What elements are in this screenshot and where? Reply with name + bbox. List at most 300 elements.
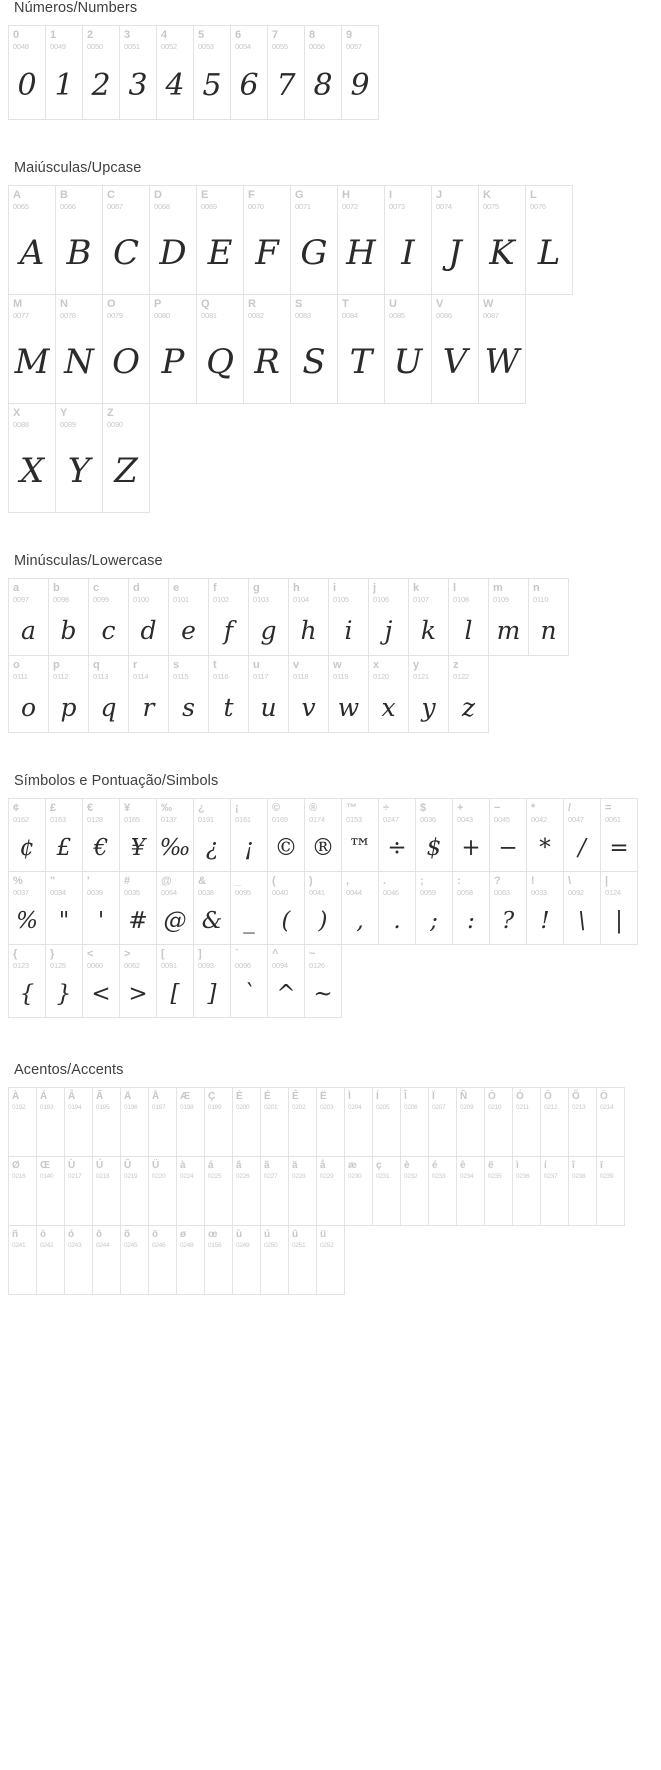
glyph-character: ü [320,1229,327,1240]
glyph-cell[interactable] [55,294,103,404]
glyph-cell[interactable] [384,294,432,404]
glyph-sample: £ [56,835,72,861]
glyph-cell[interactable] [328,578,369,656]
glyph-code: 0057 [346,42,362,51]
glyph-cell[interactable] [64,1087,93,1157]
glyph-character: R [248,298,256,310]
glyph-character: Ú [96,1160,104,1171]
glyph-cell[interactable] [48,655,89,733]
glyph-cell[interactable] [148,1156,177,1226]
glyph-sample: 3 [128,68,148,103]
glyph-code: 0098 [53,595,69,604]
glyph-cell[interactable] [540,1087,569,1157]
glyph-cell[interactable] [563,871,601,945]
glyph-cell[interactable] [512,1156,541,1226]
glyph-character: Z [107,407,114,419]
glyph-cell[interactable] [120,1225,149,1295]
glyph-cell[interactable] [82,944,120,1018]
glyph-character: ï [600,1160,603,1171]
glyph-cell[interactable] [92,1156,121,1226]
glyph-character: Ê [292,1091,299,1102]
glyph-cell[interactable] [525,185,573,295]
section-title-upcase: Maiúsculas/Upcase [14,160,142,176]
glyph-cell[interactable] [337,185,385,295]
glyph-sample: b [60,615,77,645]
glyph-character: I [389,189,393,201]
glyph-cell[interactable] [456,1156,485,1226]
glyph-cell[interactable] [489,871,527,945]
glyph-cell[interactable] [384,185,432,295]
glyph-cell[interactable] [488,578,529,656]
glyph-cell[interactable] [156,944,194,1018]
glyph-sample: E [207,233,233,273]
glyph-character: + [457,802,464,814]
glyph-cell[interactable] [156,25,194,120]
glyph-cell[interactable] [148,1087,177,1157]
glyph-sample: B [66,233,92,273]
glyph-code: 0071 [295,202,311,211]
glyph-cell[interactable] [267,944,305,1018]
glyph-cell[interactable] [448,655,489,733]
glyph-sample: r [142,692,155,722]
glyph-cell[interactable] [36,1156,65,1226]
glyph-code: 0217 [68,1173,82,1180]
glyph-code: 0225 [208,1173,222,1180]
glyph-sample: k [420,615,437,645]
glyph-code: 0207 [432,1104,446,1111]
glyph-sample: R [254,342,280,382]
glyph-cell[interactable] [36,1225,65,1295]
glyph-sample: ) [318,908,328,934]
glyph-cell[interactable] [316,1225,345,1295]
glyph-cell[interactable] [119,944,157,1018]
glyph-cell[interactable] [193,944,231,1018]
glyph-cell[interactable] [176,1156,205,1226]
glyph-grid-accents [0,1088,661,1295]
glyph-character: í [544,1160,547,1171]
glyph-character: J [436,189,443,201]
glyph-cell[interactable] [8,1225,37,1295]
glyph-character: Ã [96,1091,104,1102]
glyph-cell[interactable] [341,25,379,120]
glyph-cell[interactable] [64,1156,93,1226]
glyph-character: s [173,659,180,671]
glyph-character: D [154,189,162,201]
glyph-cell[interactable] [528,578,569,656]
glyph-character: æ [348,1160,357,1171]
glyph-cell[interactable] [372,1087,401,1157]
glyph-character: p [53,659,60,671]
glyph-cell[interactable] [341,798,379,872]
glyph-cell[interactable] [540,1156,569,1226]
glyph-cell[interactable] [120,1156,149,1226]
glyph-sample: ] [207,981,217,1007]
glyph-cell[interactable] [456,1087,485,1157]
glyph-cell[interactable] [176,1087,205,1157]
glyph-code: 0233 [432,1173,446,1180]
glyph-cell[interactable] [45,871,83,945]
glyph-character: c [93,582,100,594]
glyph-code: 0201 [264,1104,278,1111]
glyph-character: Ø [12,1160,20,1171]
glyph-cell[interactable] [8,403,56,513]
glyph-cell[interactable] [36,1087,65,1157]
glyph-sample: { [19,981,35,1007]
glyph-code: 0153 [346,815,362,824]
glyph-cell[interactable] [267,25,305,120]
glyph-cell[interactable] [304,871,342,945]
glyph-cell[interactable] [120,1087,149,1157]
glyph-sample: \ [578,908,586,934]
glyph-cell[interactable] [148,1225,177,1295]
glyph-cell[interactable] [452,871,490,945]
glyph-cell[interactable] [232,1225,261,1295]
glyph-cell[interactable] [316,1156,345,1226]
glyph-cell[interactable] [88,578,129,656]
glyph-character: œ [208,1229,218,1240]
glyph-character: e [173,582,180,594]
glyph-sample: 0 [17,68,37,103]
glyph-row [9,1226,345,1295]
glyph-code: 0111 [13,672,28,681]
glyph-sample: g [260,615,277,645]
glyph-code: 0066 [60,202,76,211]
glyph-character: Á [40,1091,48,1102]
glyph-sample: m [496,615,521,645]
glyph-cell[interactable] [484,1156,513,1226]
glyph-sample: 8 [313,68,333,103]
glyph-cell[interactable] [156,871,194,945]
glyph-code: 0088 [13,420,29,429]
glyph-cell[interactable] [260,1156,289,1226]
glyph-cell[interactable] [428,1087,457,1157]
glyph-character: 3 [124,29,131,41]
section-title-symbols: Símbolos e Pontuação/Simbols [14,773,219,789]
glyph-cell[interactable] [428,1156,457,1226]
glyph-cell[interactable] [448,578,489,656]
glyph-cell[interactable] [196,185,244,295]
glyph-cell[interactable] [489,798,527,872]
glyph-code: 0205 [376,1104,390,1111]
glyph-character: [ [161,948,165,960]
glyph-character: å [320,1160,326,1171]
glyph-character: 9 [346,29,353,41]
section-title-accents: Acentos/Accents [14,1062,124,1078]
glyph-character: z [453,659,459,671]
glyph-character: n [533,582,540,594]
glyph-cell[interactable] [600,798,638,872]
glyph-code: 0033 [531,888,547,897]
glyph-cell[interactable] [128,655,169,733]
glyph-character: ] [198,948,202,960]
glyph-cell[interactable] [512,1087,541,1157]
glyph-cell[interactable] [193,25,231,120]
glyph-code: 0068 [154,202,170,211]
glyph-cell[interactable] [290,294,338,404]
glyph-cell[interactable] [8,1087,37,1157]
glyph-character: Q [201,298,210,310]
glyph-code: 0059 [420,888,436,897]
glyph-sample: 9 [350,68,370,103]
glyph-cell[interactable] [102,294,150,404]
glyph-cell[interactable] [431,185,479,295]
glyph-code: 0244 [96,1242,110,1249]
glyph-character: @ [161,875,172,887]
glyph-sample: T [349,342,373,382]
glyph-cell[interactable] [230,25,268,120]
glyph-code: 0087 [483,311,499,320]
glyph-code: 0231 [376,1173,390,1180]
glyph-cell[interactable] [230,871,268,945]
glyph-character: Å [152,1091,160,1102]
glyph-character: Œ [40,1160,50,1171]
glyph-cell[interactable] [337,294,385,404]
glyph-character: î [572,1160,575,1171]
glyph-cell[interactable] [260,1225,289,1295]
glyph-character: ! [531,875,535,887]
glyph-cell[interactable] [304,25,342,120]
glyph-cell[interactable] [119,25,157,120]
glyph-cell[interactable] [82,871,120,945]
glyph-code: 0051 [124,42,140,51]
glyph-row [9,945,342,1018]
glyph-cell[interactable] [267,871,305,945]
glyph-code: 0062 [124,961,140,970]
glyph-cell[interactable] [230,944,268,1018]
glyph-cell[interactable] [176,1225,205,1295]
glyph-cell[interactable] [484,1087,513,1157]
glyph-cell[interactable] [568,1087,597,1157]
glyph-character: V [436,298,444,310]
glyph-code: 0106 [373,595,389,604]
glyph-cell[interactable] [193,798,231,872]
glyph-cell[interactable] [204,1156,233,1226]
glyph-sample: H [346,233,376,273]
glyph-cell[interactable] [288,1087,317,1157]
glyph-character: $ [420,802,427,814]
glyph-code: 0083 [295,311,311,320]
glyph-cell[interactable] [304,944,342,1018]
glyph-cell[interactable] [8,578,49,656]
glyph-character: F [248,189,255,201]
glyph-cell[interactable] [48,578,89,656]
glyph-sample: ! [540,908,550,934]
glyph-cell[interactable] [344,1087,373,1157]
glyph-cell[interactable] [204,1087,233,1157]
glyph-character: ` [235,948,239,960]
glyph-cell[interactable] [452,798,490,872]
glyph-cell[interactable] [341,871,379,945]
glyph-cell[interactable] [408,655,449,733]
glyph-cell[interactable] [168,578,209,656]
glyph-cell[interactable] [8,1156,37,1226]
glyph-cell[interactable] [92,1087,121,1157]
glyph-cell[interactable] [478,185,526,295]
glyph-code: 0196 [124,1104,138,1111]
glyph-character: i [333,582,337,594]
glyph-character: ë [488,1160,494,1171]
glyph-cell[interactable] [82,25,120,120]
glyph-row [9,1088,625,1157]
glyph-cell[interactable] [288,655,329,733]
glyph-sample: ¥ [130,835,146,861]
glyph-cell[interactable] [45,25,83,120]
glyph-row [9,186,573,295]
glyph-character: ê [460,1160,466,1171]
glyph-cell[interactable] [248,578,289,656]
glyph-code: 0077 [13,311,29,320]
glyph-sample: & [201,908,223,934]
glyph-code: 0042 [531,815,547,824]
glyph-code: 0169 [272,815,288,824]
glyph-cell[interactable] [208,578,249,656]
glyph-cell[interactable] [267,798,305,872]
glyph-cell[interactable] [8,294,56,404]
glyph-cell[interactable] [596,1087,625,1157]
glyph-character: { [13,948,18,960]
glyph-cell[interactable] [230,798,268,872]
glyph-cell[interactable] [168,655,209,733]
glyph-character: Ù [68,1160,76,1171]
glyph-character: B [60,189,68,201]
glyph-cell[interactable] [45,944,83,1018]
glyph-cell[interactable] [8,25,46,120]
glyph-code: 0075 [483,202,499,211]
glyph-character: Â [68,1091,76,1102]
glyph-sample: ^ [276,981,296,1007]
glyph-code: 0058 [457,888,473,897]
section-title-lowercase: Minúsculas/Lowercase [14,553,163,569]
glyph-cell[interactable] [400,1156,429,1226]
glyph-cell[interactable] [8,798,46,872]
glyph-cell[interactable] [193,871,231,945]
glyph-character: ™ [346,802,357,814]
glyph-character: < [87,948,94,960]
glyph-cell[interactable] [8,185,56,295]
glyph-cell[interactable] [88,655,129,733]
glyph-code: 0216 [12,1173,26,1180]
glyph-cell[interactable] [119,798,157,872]
glyph-code: 0069 [201,202,217,211]
glyph-character: : [457,875,461,887]
glyph-cell[interactable] [64,1225,93,1295]
glyph-code: 0239 [600,1173,614,1180]
glyph-character: j [373,582,377,594]
glyph-character: % [13,875,23,887]
glyph-code: 0116 [213,672,229,681]
glyph-cell[interactable] [102,185,150,295]
glyph-cell[interactable] [128,578,169,656]
glyph-character: € [87,802,94,814]
glyph-cell[interactable] [196,294,244,404]
glyph-cell[interactable] [368,578,409,656]
glyph-cell[interactable] [288,1225,317,1295]
glyph-sample: F [255,233,279,273]
glyph-cell[interactable] [304,798,342,872]
glyph-code: 0241 [12,1242,26,1249]
glyph-cell[interactable] [232,1156,261,1226]
glyph-cell[interactable] [328,655,369,733]
glyph-code: 0060 [87,961,103,970]
glyph-cell[interactable] [288,578,329,656]
glyph-sample: ? [501,908,515,934]
glyph-cell[interactable] [119,871,157,945]
glyph-cell[interactable] [288,1156,317,1226]
glyph-cell[interactable] [260,1087,289,1157]
section-accents [0,1048,661,1295]
glyph-cell[interactable] [408,578,449,656]
glyph-character: 7 [272,29,279,41]
glyph-cell[interactable] [568,1156,597,1226]
glyph-cell[interactable] [243,294,291,404]
glyph-cell[interactable] [55,185,103,295]
glyph-cell[interactable] [208,655,249,733]
glyph-cell[interactable] [344,1156,373,1226]
glyph-cell[interactable] [478,294,526,404]
glyph-code: 0064 [161,888,177,897]
glyph-cell[interactable] [45,798,83,872]
glyph-cell[interactable] [82,798,120,872]
glyph-character: E [201,189,209,201]
glyph-cell[interactable] [149,294,197,404]
glyph-cell[interactable] [92,1225,121,1295]
glyph-cell[interactable] [8,655,49,733]
glyph-code: 0101 [173,595,189,604]
glyph-character: ö [152,1229,159,1240]
glyph-cell[interactable] [248,655,289,733]
glyph-cell[interactable] [415,798,453,872]
glyph-cell[interactable] [526,871,564,945]
glyph-cell[interactable] [600,871,638,945]
glyph-character: à [180,1160,186,1171]
glyph-cell[interactable] [368,655,409,733]
glyph-cell[interactable] [290,185,338,295]
glyph-cell[interactable] [149,185,197,295]
glyph-cell[interactable] [156,798,194,872]
glyph-cell[interactable] [372,1156,401,1226]
glyph-character: L [530,189,537,201]
glyph-cell[interactable] [563,798,601,872]
glyph-cell[interactable] [243,185,291,295]
section-title-numbers: Números/Numbers [14,0,138,16]
glyph-cell[interactable] [232,1087,261,1157]
glyph-cell[interactable] [415,871,453,945]
glyph-cell[interactable] [378,871,416,945]
glyph-sample: 1 [54,68,74,103]
glyph-code: 0163 [50,815,66,824]
glyph-code: 0250 [264,1242,278,1249]
glyph-cell[interactable] [378,798,416,872]
glyph-cell[interactable] [316,1087,345,1157]
glyph-character: Ñ [460,1091,468,1102]
glyph-cell[interactable] [204,1225,233,1295]
glyph-sample: ¢ [19,835,35,861]
glyph-cell[interactable] [431,294,479,404]
section-lowercase [0,539,661,733]
glyph-cell[interactable] [8,871,46,945]
glyph-cell[interactable] [400,1087,429,1157]
glyph-cell[interactable] [526,798,564,872]
glyph-cell[interactable] [596,1156,625,1226]
glyph-code: 0230 [348,1173,362,1180]
glyph-code: 0061 [605,815,621,824]
glyph-cell[interactable] [102,403,150,513]
glyph-cell[interactable] [55,403,103,513]
glyph-cell[interactable] [8,944,46,1018]
glyph-code: 0251 [292,1242,306,1249]
glyph-code: 0055 [272,42,288,51]
glyph-code: 0078 [60,311,76,320]
